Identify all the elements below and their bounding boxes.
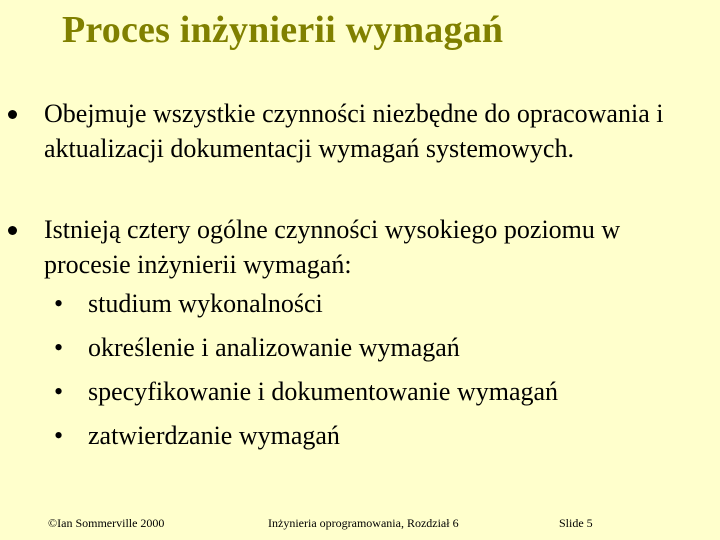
subbullet-text-3: specyfikowanie i dokumentowanie wymagań: [88, 377, 559, 406]
bullet-text-2: Istnieją cztery ogólne czynności wysokiego poziomu w procesie inżynierii wymagań:: [44, 215, 621, 279]
bullet-item-2: [44, 212, 704, 282]
subbullet-text-2: określenie i analizowanie wymagań: [88, 333, 460, 362]
subbullet-dot-icon: •: [54, 421, 64, 450]
subbullet-dot-icon: •: [54, 289, 64, 318]
footer-copyright: ©Ian Sommerville 2000: [48, 516, 165, 530]
subbullet-dot-icon: •: [54, 377, 64, 406]
footer-slide-number: Slide 5: [559, 516, 593, 530]
bullet-item-1: [44, 96, 704, 166]
slide-title: Proces inżynierii wymagań: [62, 9, 504, 51]
bullet-text-1: Obejmuje wszystkie czynności niezbędne do opracowania i aktualizacji dokumentacji wymagań systemowych.: [44, 99, 664, 163]
subbullet-dot-icon: •: [54, 333, 64, 362]
bullet-dot-icon: [8, 226, 17, 235]
bullet-dot-icon: [8, 110, 17, 119]
subbullet-text-1: studium wykonalności: [88, 289, 323, 318]
subbullet-text-4: zatwierdzanie wymagań: [88, 421, 340, 450]
footer-course: Inżynieria oprogramowania, Rozdział 6: [268, 516, 459, 530]
